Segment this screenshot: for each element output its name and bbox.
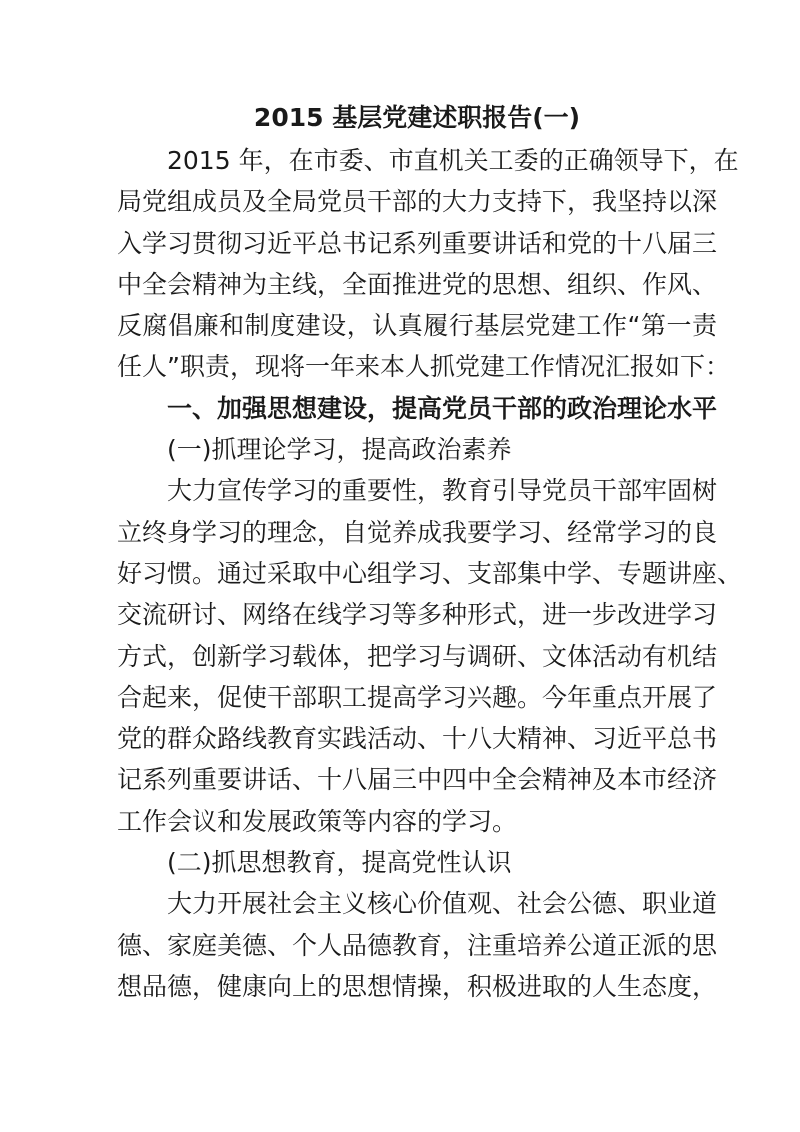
paragraph-line: 好习惯。通过采取中心组学习、支部集中学、专题讲座、 — [117, 558, 743, 588]
paragraph-line: 立终身学习的理念，自觉养成我要学习、经常学习的良 — [117, 517, 718, 547]
subsection-heading: (一)抓理论学习，提高政治素养 — [167, 435, 512, 465]
subsection-heading: (二)抓思想教育，提高党性认识 — [167, 848, 512, 878]
paragraph-line: 想品德，健康向上的思想情操，积极进取的人生态度， — [117, 971, 718, 1001]
paragraph-line: 大力开展社会主义核心价值观、社会公德、职业道 — [167, 889, 718, 919]
paragraph-line: 任人”职责，现将一年来本人抓党建工作情况汇报如下： — [117, 352, 730, 382]
paragraph-line: 德、家庭美德、个人品德教育，注重培养公道正派的思 — [117, 930, 718, 960]
paragraph-line: 入学习贯彻习近平总书记系列重要讲话和党的十八届三 — [117, 228, 718, 258]
paragraph-line: 局党组成员及全局党员干部的大力支持下，我坚持以深 — [117, 187, 718, 217]
paragraph-line: 反腐倡廉和制度建设，认真履行基层党建工作“第一责 — [117, 311, 717, 341]
document-page — [117, 96, 743, 1007]
document-title: 2015 基层党建述职报告(一) — [253, 103, 581, 132]
paragraph-line: 党的群众路线教育实践活动、十八大精神、习近平总书 — [117, 724, 718, 754]
paragraph-line: 大力宣传学习的重要性，教育引导党员干部牢固树 — [167, 476, 718, 506]
paragraph-line: 2015 年，在市委、市直机关工委的正确领导下，在 — [167, 146, 739, 175]
paragraph-line: 中全会精神为主线，全面推进党的思想、组织、作风、 — [117, 269, 718, 299]
paragraph-line: 记系列重要讲话、十八届三中四中全会精神及本市经济 — [117, 765, 718, 795]
paragraph-line: 交流研讨、网络在线学习等多种形式，进一步改进学习 — [117, 600, 718, 630]
section-heading: 一、加强思想建设，提高党员干部的政治理论水平 — [167, 393, 718, 423]
paragraph-line: 方式，创新学习载体，把学习与调研、文体活动有机结 — [117, 641, 718, 671]
paragraph-line: 工作会议和发展政策等内容的学习。 — [117, 806, 518, 836]
paragraph-line: 合起来，促使干部职工提高学习兴趣。今年重点开展了 — [117, 682, 718, 712]
